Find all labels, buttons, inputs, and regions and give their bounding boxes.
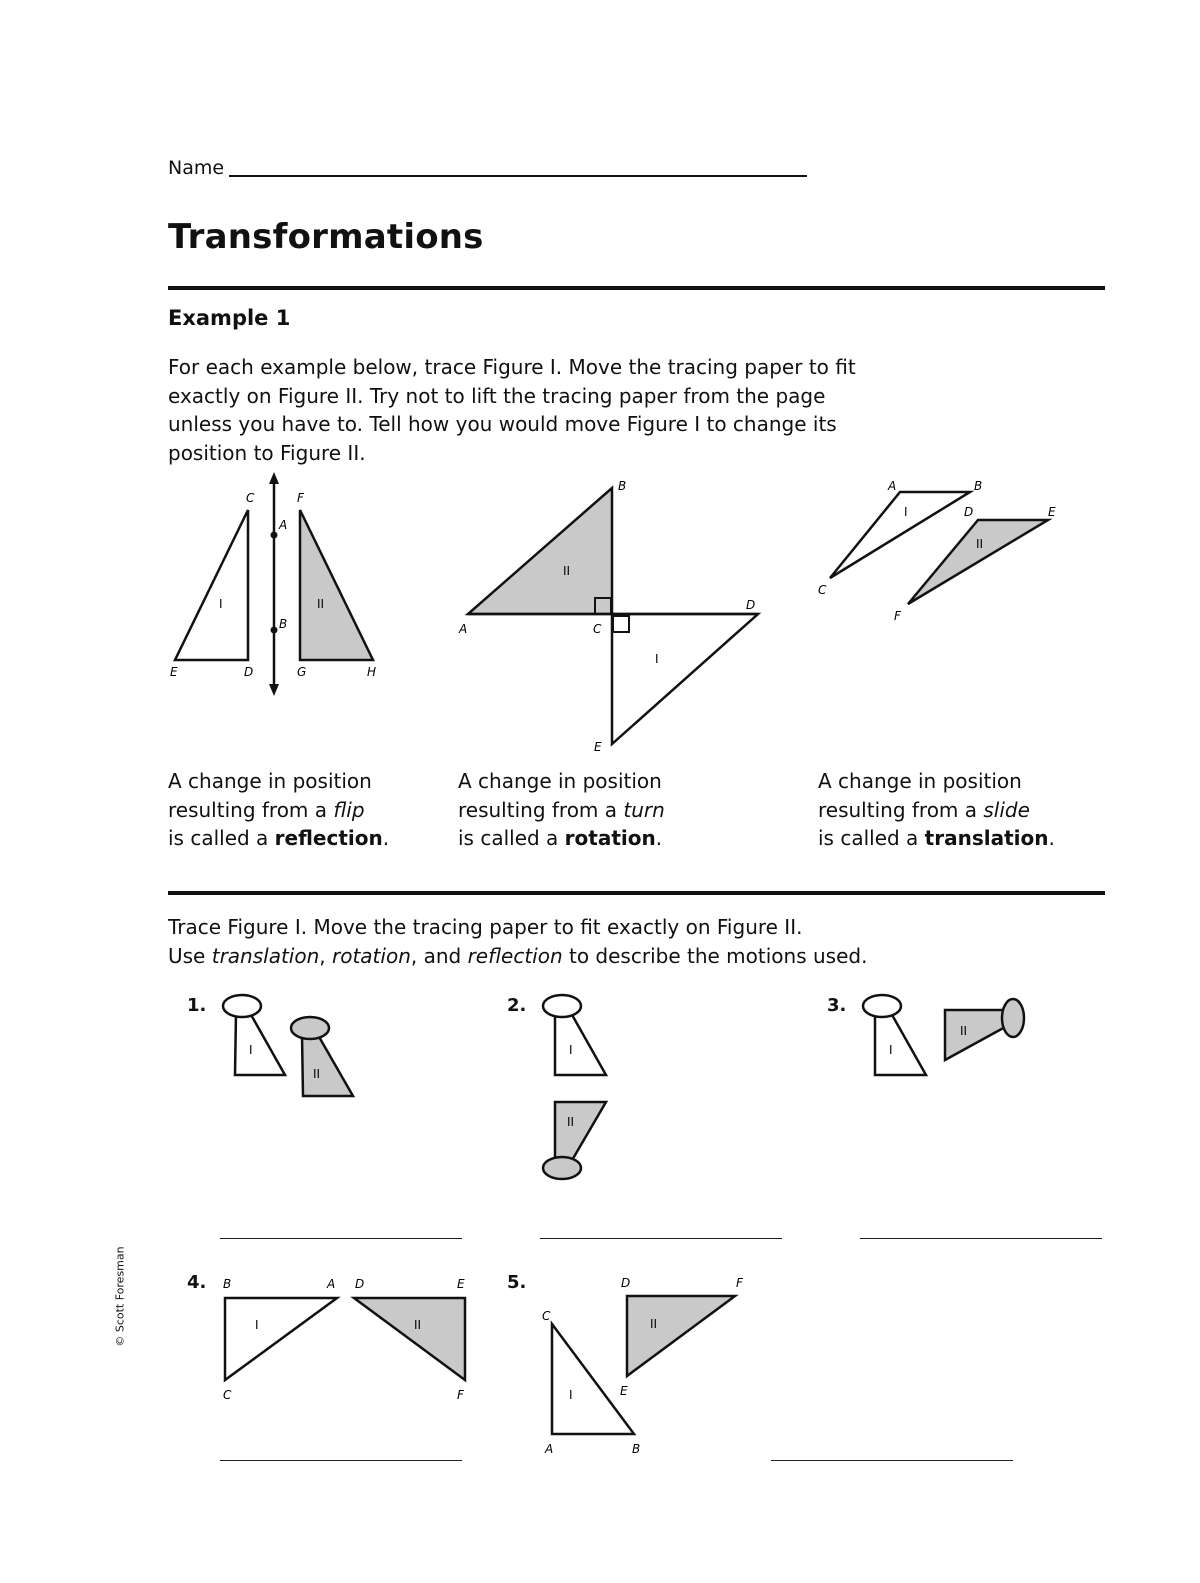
problem-3-number: 3.: [827, 995, 847, 1016]
figure-one-oval: [223, 995, 261, 1017]
roman-two-label: II: [414, 1318, 422, 1332]
problem-4-number: 4.: [187, 1272, 207, 1293]
problem-1-figure: [215, 990, 365, 1100]
intro-line-2: exactly on Figure II. Try not to lift the tracing paper from the page: [168, 383, 826, 408]
figure-two-shape: [945, 1010, 1007, 1060]
caption-line: [168, 796, 448, 825]
answer-line-5[interactable]: [771, 1460, 1013, 1461]
triangle-two: [300, 510, 373, 660]
problem-2-figure: [535, 990, 625, 1190]
caption-text: resulting from a: [168, 797, 334, 822]
instr-text: , and: [410, 943, 468, 968]
point-b-dot: [271, 627, 278, 634]
problem-4-figure: [215, 1272, 485, 1407]
label-a: A: [459, 622, 468, 636]
label-c: C: [818, 583, 827, 597]
arrow-down-icon: [269, 684, 279, 696]
roman-one-label: I: [889, 1043, 893, 1057]
answer-line-1[interactable]: [220, 1238, 462, 1239]
label-a: A: [327, 1277, 336, 1291]
label-e: E: [594, 740, 602, 754]
caption-line: [818, 824, 1098, 853]
label-d: D: [244, 665, 254, 679]
roman-one-label: I: [249, 1043, 253, 1057]
figure-two-shape: [555, 1102, 606, 1162]
label-c: C: [593, 622, 602, 636]
caption-term: reflection: [274, 826, 383, 850]
label-d: D: [746, 598, 756, 612]
figure-two-oval: [291, 1017, 329, 1039]
label-f: F: [297, 491, 304, 505]
figure-one-oval: [863, 995, 901, 1017]
intro-line-3: unless you have to. Tell how you would move Figure I to change its: [168, 412, 837, 437]
arrow-up-icon: [269, 472, 279, 484]
label-e: E: [457, 1277, 465, 1291]
answer-line-3[interactable]: [860, 1238, 1102, 1239]
label-a: A: [545, 1442, 554, 1456]
practice-instructions: [168, 913, 1068, 970]
caption-line: [818, 796, 1098, 825]
caption-motion: turn: [623, 797, 665, 822]
intro-line-4: position to Figure II.: [168, 440, 366, 465]
label-f: F: [894, 609, 901, 623]
intro-line-1: For each example below, trace Figure I. Move the tracing paper to fit: [168, 355, 856, 379]
triangle-two: [468, 488, 612, 614]
caption-reflection: [168, 767, 448, 853]
triangle-two: [354, 1298, 465, 1380]
instr-term-translation: translation: [211, 943, 320, 968]
caption-text: is called a: [168, 826, 275, 850]
roman-two-label: II: [650, 1317, 658, 1331]
label-b: B: [974, 479, 983, 493]
instructions-line-2: [168, 942, 1068, 971]
instr-term-rotation: rotation: [332, 943, 411, 968]
triangle-one: [612, 614, 758, 744]
example-intro: [168, 353, 968, 467]
roman-one-label: I: [655, 652, 659, 666]
triangle-two: [627, 1296, 735, 1376]
problem-1-number: 1.: [187, 995, 207, 1016]
label-b: B: [279, 617, 288, 631]
name-input-line[interactable]: [229, 175, 807, 177]
roman-two-label: II: [563, 564, 571, 578]
roman-two-label: II: [960, 1024, 968, 1038]
problem-5-figure: [535, 1272, 765, 1462]
caption-line: [458, 824, 738, 853]
label-d: D: [964, 505, 974, 519]
instr-text: ,: [319, 943, 332, 968]
label-a: A: [888, 479, 897, 493]
point-a-dot: [271, 532, 278, 539]
caption-text: resulting from a: [458, 797, 624, 822]
caption-text: is called a: [458, 826, 565, 850]
roman-one-label: I: [904, 505, 908, 519]
figure-two-oval: [543, 1157, 581, 1179]
caption-term: translation: [924, 826, 1049, 850]
caption-period: .: [1048, 826, 1055, 850]
label-b: B: [632, 1442, 641, 1456]
answer-line-4[interactable]: [220, 1460, 462, 1461]
caption-line: A change in position: [458, 769, 662, 793]
roman-two-label: II: [976, 537, 984, 551]
label-f: F: [736, 1276, 743, 1290]
copyright-notice: © Scott Foresman: [113, 1246, 127, 1347]
triangle-two: [908, 520, 1048, 604]
roman-one-label: I: [255, 1318, 259, 1332]
caption-period: .: [382, 826, 390, 850]
label-b: B: [223, 1277, 232, 1291]
rotation-figure: [450, 470, 780, 760]
label-e: E: [170, 665, 178, 679]
label-h: H: [367, 665, 377, 679]
figure-two-shape: [302, 1035, 353, 1096]
label-e: E: [620, 1384, 628, 1398]
problem-3-figure: [855, 990, 1035, 1090]
example-heading: Example 1: [168, 306, 291, 330]
figure-two-oval: [1002, 999, 1024, 1037]
caption-line: [168, 824, 448, 853]
caption-line: A change in position: [818, 769, 1022, 793]
label-g: G: [297, 665, 307, 679]
caption-line: A change in position: [168, 769, 372, 793]
label-c: C: [223, 1388, 232, 1402]
label-c: C: [542, 1309, 551, 1323]
translation-figure: [810, 470, 1080, 630]
label-a: A: [279, 518, 288, 532]
top-divider: [168, 286, 1105, 290]
instr-text: Use: [168, 943, 212, 968]
figure-one-shape: [555, 1013, 606, 1075]
roman-one-label: I: [569, 1388, 573, 1402]
label-b: B: [618, 479, 627, 493]
label-d: D: [355, 1277, 365, 1291]
label-e: E: [1048, 505, 1056, 519]
figure-one-oval: [543, 995, 581, 1017]
roman-one-label: I: [569, 1043, 573, 1057]
roman-two-label: II: [317, 597, 325, 611]
roman-two-label: II: [313, 1067, 321, 1081]
label-f: F: [457, 1388, 464, 1402]
section-divider: [168, 891, 1105, 895]
figure-one-shape: [875, 1013, 926, 1075]
caption-motion: slide: [983, 797, 1030, 822]
reflection-figure: [160, 470, 400, 700]
roman-one-label: I: [219, 597, 223, 611]
instructions-line-1: Trace Figure I. Move the tracing paper to fit exactly on Figure II.: [168, 915, 803, 939]
figure-one-shape: [235, 1013, 285, 1075]
caption-text: is called a: [818, 826, 925, 850]
triangle-one: [175, 510, 248, 660]
caption-text: resulting from a: [818, 797, 984, 822]
worksheet-title: Transformations: [168, 217, 484, 257]
caption-motion: flip: [333, 797, 365, 822]
caption-line: [458, 796, 738, 825]
roman-two-label: II: [567, 1115, 575, 1129]
instr-text: to describe the motions used.: [562, 943, 868, 968]
problem-5-number: 5.: [507, 1272, 527, 1293]
triangle-one: [225, 1298, 337, 1380]
triangle-one: [552, 1324, 634, 1434]
instr-term-reflection: reflection: [467, 943, 563, 968]
caption-period: .: [655, 826, 663, 850]
caption-term: rotation: [564, 826, 656, 850]
name-label: Name: [168, 157, 225, 179]
answer-line-2[interactable]: [540, 1238, 782, 1239]
label-d: D: [621, 1276, 631, 1290]
caption-rotation: [458, 767, 738, 853]
label-c: C: [246, 491, 255, 505]
caption-translation: [818, 767, 1098, 853]
problem-2-number: 2.: [507, 995, 527, 1016]
